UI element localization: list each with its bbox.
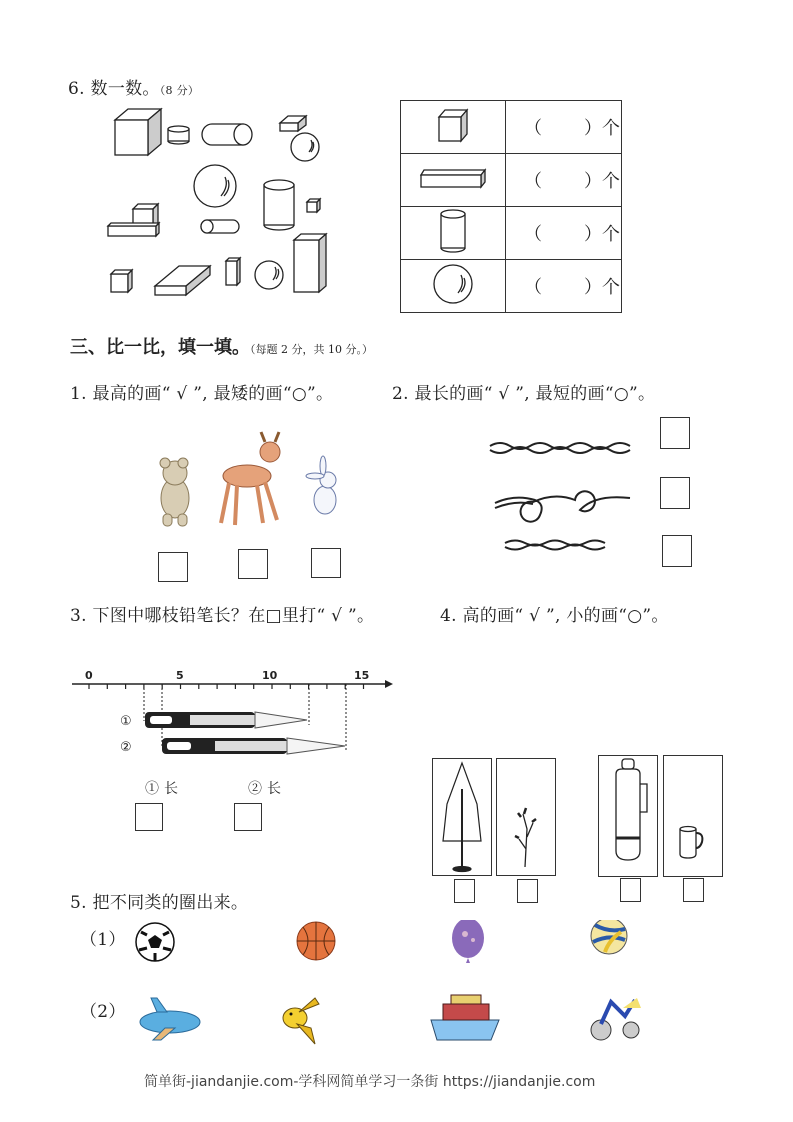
ship-icon[interactable] — [431, 995, 499, 1040]
tick-10: 10 — [262, 669, 278, 682]
table-cell-shape — [401, 101, 506, 154]
deer-icon — [221, 432, 280, 525]
soccer-ball-icon[interactable] — [136, 923, 174, 961]
cuboid-icon — [280, 116, 306, 131]
picture-frame-sapling — [496, 758, 556, 876]
answer-box-pencil-2[interactable] — [234, 803, 262, 831]
count-table — [400, 100, 622, 313]
answer-box-cup[interactable] — [683, 878, 704, 902]
cylinder-icon — [168, 126, 189, 144]
basketball-icon[interactable] — [297, 922, 335, 960]
coiled-rope-icon — [495, 491, 630, 521]
option-1-label: ① 长 — [145, 781, 179, 797]
pencil-2-icon — [162, 738, 345, 754]
bear-icon — [160, 458, 189, 526]
table-row — [401, 101, 622, 154]
thermos-icon — [599, 756, 657, 876]
table-row — [401, 260, 622, 313]
animals-figure — [145, 428, 355, 533]
cube-icon — [307, 199, 320, 212]
table-cell-shape — [401, 154, 506, 207]
sphere-icon — [255, 261, 283, 289]
answer-cell[interactable] — [506, 101, 622, 154]
table-row — [401, 207, 622, 260]
row-2-figure — [135, 990, 665, 1050]
cuboid-icon — [226, 258, 240, 285]
cube-icon — [436, 107, 470, 143]
answer-box-sapling[interactable] — [517, 879, 538, 903]
q5-text: 5. 把不同类的圈出来。 — [70, 893, 249, 913]
answer-cell[interactable] — [506, 260, 622, 313]
ruler-figure — [70, 665, 400, 765]
answer-box-pencil-1[interactable] — [135, 803, 163, 831]
option-2-label: ② 长 — [248, 781, 282, 797]
paren-open: （ — [524, 277, 542, 298]
tick-5: 5 — [176, 669, 184, 682]
cube-icon — [115, 109, 161, 155]
rabbit-icon — [306, 456, 336, 514]
answer-box-bear[interactable] — [158, 552, 188, 582]
table-row — [401, 154, 622, 207]
cup-icon — [664, 756, 722, 876]
unit-label: ）个 — [584, 118, 620, 139]
cylinder-icon — [438, 208, 468, 254]
long-rope-icon — [490, 443, 630, 453]
q6-title — [68, 74, 199, 99]
cylinder-icon — [202, 124, 252, 145]
section-title: 三、比一比，填一填。 — [70, 337, 250, 358]
paren-open: （ — [524, 118, 542, 139]
cylinder-icon — [264, 180, 294, 230]
q6-title-text: 6. 数一数。 — [68, 79, 160, 99]
bird-icon[interactable] — [283, 998, 319, 1044]
unit-label: ）个 — [584, 224, 620, 245]
tall-tree-icon — [433, 759, 491, 875]
q3-text: 3. 下图中哪枝铅笔长？在□里打“ √ ”。 — [70, 606, 375, 626]
volleyball-icon[interactable] — [591, 920, 627, 954]
sphere-icon — [431, 262, 475, 306]
short-rope-icon — [505, 541, 605, 550]
ropes-figure — [485, 430, 635, 560]
cuboid-icon — [419, 167, 487, 189]
section-heading — [70, 333, 373, 359]
paren-open: （ — [524, 224, 542, 245]
picture-frame-cup — [663, 755, 723, 877]
q6-score: （8 分） — [159, 84, 200, 97]
shape-scatter-figure — [100, 100, 340, 300]
answer-box-short-rope[interactable] — [662, 535, 692, 567]
q1-text: 1. 最高的画“ √ ”, 最矮的画“○”。 — [70, 384, 334, 404]
answer-box-thermos[interactable] — [620, 878, 641, 902]
footer-watermark: 简单街-jiandanjie.com-学科网简单学习一条街 https://jiandanjie.com — [144, 1074, 596, 1090]
picture-frame-thermos — [598, 755, 658, 877]
picture-frame-tall-tree — [432, 758, 492, 876]
motorcycle-icon[interactable] — [591, 998, 641, 1040]
answer-box-deer[interactable] — [238, 549, 268, 579]
row-1-label: （1） — [80, 930, 126, 950]
pencil-2-label: ② — [120, 740, 132, 755]
balloon-icon[interactable] — [452, 920, 484, 963]
paren-open: （ — [524, 171, 542, 192]
cylinder-icon — [201, 220, 239, 233]
pencil-1-icon — [145, 712, 307, 728]
answer-box-rabbit[interactable] — [311, 548, 341, 578]
answer-box-tall-tree[interactable] — [454, 879, 475, 903]
cube-icon — [111, 270, 132, 292]
cuboid-icon — [155, 266, 210, 295]
tick-0: 0 — [85, 669, 93, 682]
table-cell-shape — [401, 260, 506, 313]
q4-text: 4. 高的画“ √ ”, 小的画“○”。 — [440, 606, 669, 626]
tick-15: 15 — [354, 669, 370, 682]
sapling-icon — [497, 759, 555, 875]
table-cell-shape — [401, 207, 506, 260]
unit-label: ）个 — [584, 171, 620, 192]
unit-label: ）个 — [584, 277, 620, 298]
answer-box-long-rope[interactable] — [660, 417, 690, 449]
answer-cell[interactable] — [506, 207, 622, 260]
answer-box-coiled-rope[interactable] — [660, 477, 690, 509]
row-2-label: （2） — [80, 1002, 126, 1022]
row-1-figure — [135, 920, 655, 970]
cuboid-icon — [108, 223, 159, 236]
sphere-icon — [291, 133, 319, 161]
q2-text: 2. 最长的画“ √ ”, 最短的画“○”。 — [392, 384, 656, 404]
cuboid-icon — [294, 234, 326, 292]
section-score: （每题 2 分，共 10 分。） — [250, 343, 373, 356]
pencil-1-label: ① — [120, 714, 132, 729]
sphere-icon — [194, 165, 236, 207]
airplane-icon[interactable] — [140, 998, 200, 1040]
answer-cell[interactable] — [506, 154, 622, 207]
